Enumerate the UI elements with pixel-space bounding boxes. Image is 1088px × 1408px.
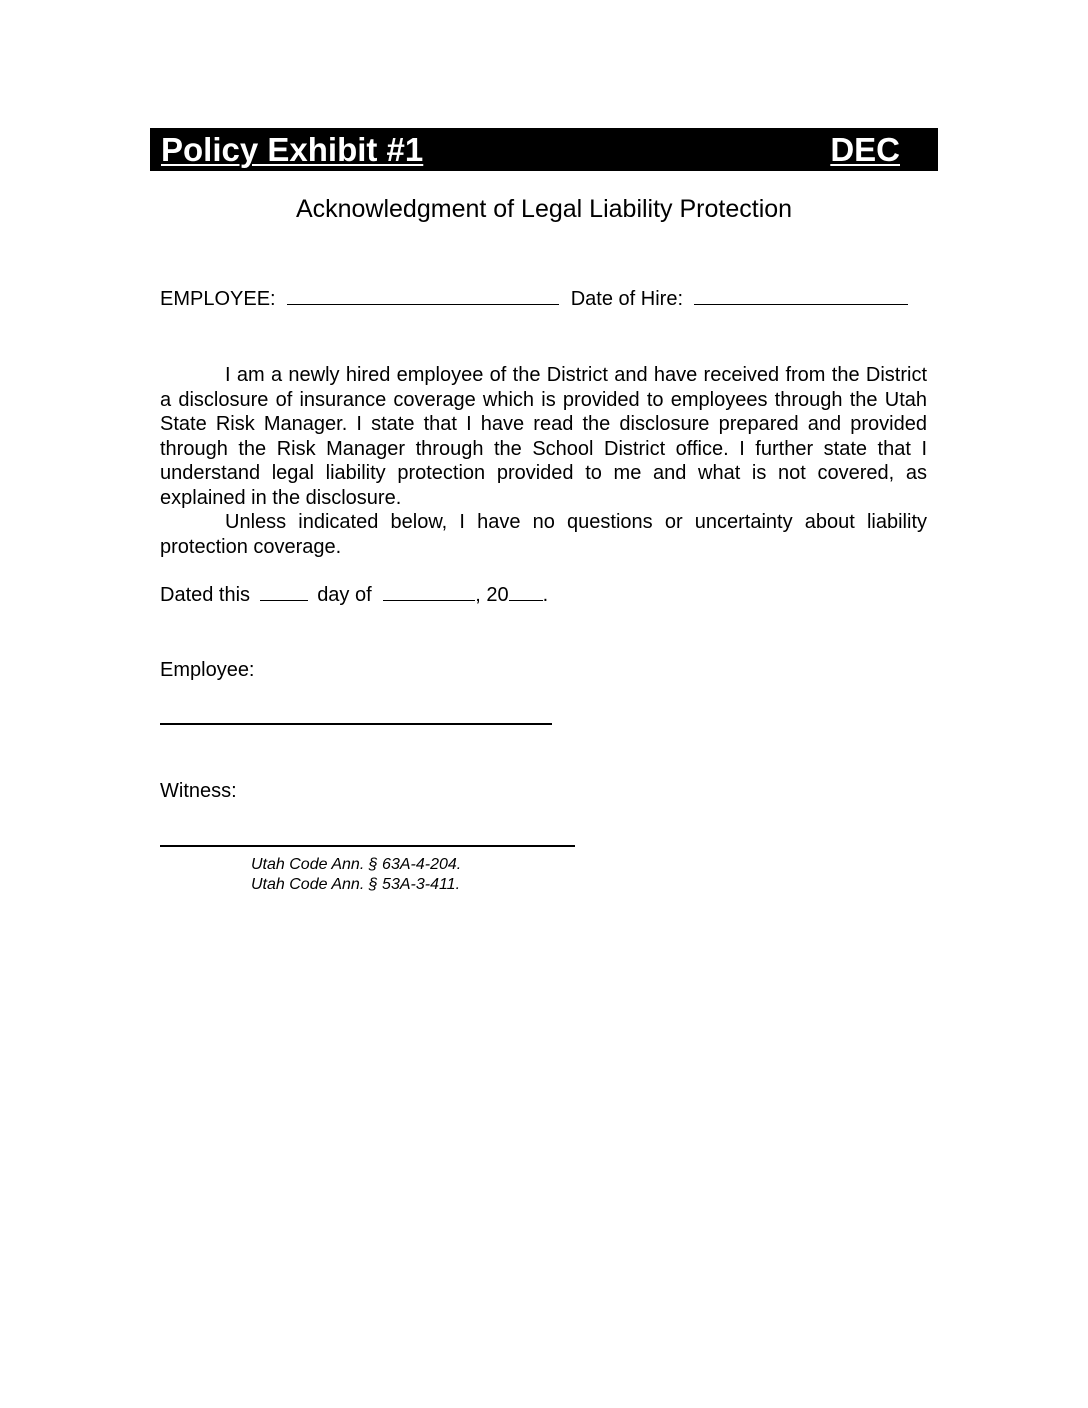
header-bar (150, 128, 938, 171)
dated-period: . (542, 584, 549, 606)
dated-row (160, 582, 548, 607)
month-blank (383, 582, 475, 601)
employee-name-blank (287, 286, 559, 305)
employee-info-row (160, 286, 908, 311)
policy-exhibit-heading: Policy Exhibit #1 (161, 131, 424, 168)
year-prefix: , 20 (475, 584, 509, 606)
document-title: Acknowledgment of Legal Liability Protection (295, 195, 793, 223)
citation-2: Utah Code Ann. § 53A-3-411. (251, 876, 461, 893)
year-blank (509, 582, 543, 601)
policy-code-heading: DEC (830, 131, 900, 168)
acknowledgment-paragraph-2: Unless indicated below, I have no questions or uncertainty about liability protection coverage. (160, 511, 927, 558)
employee-signature-label: Employee: (160, 659, 255, 681)
date-of-hire-label: Date of Hire: (570, 288, 683, 310)
day-of-label: day of (317, 584, 372, 606)
employee-label: EMPLOYEE: (160, 288, 276, 310)
witness-signature-label: Witness: (160, 780, 237, 802)
date-of-hire-blank (694, 286, 908, 305)
citation-1: Utah Code Ann. § 63A-4-204. (251, 856, 462, 873)
employee-signature-line (160, 723, 552, 725)
witness-signature-line (160, 845, 575, 847)
day-blank (260, 582, 308, 601)
acknowledgment-paragraph-1: I am a newly hired employee of the District and have received from the District a disclosure of insurance coverage which is provided to employees through the Utah State Risk Manager. I state that I have read the disclosure prepared and provided through the Risk Manager through the School District office. I further state that I understand legal liability protection provided to me and what is not covered, as explained in the disclosure. (160, 364, 927, 509)
dated-this-label: Dated this (160, 584, 251, 606)
acknowledgment-body (160, 363, 927, 559)
